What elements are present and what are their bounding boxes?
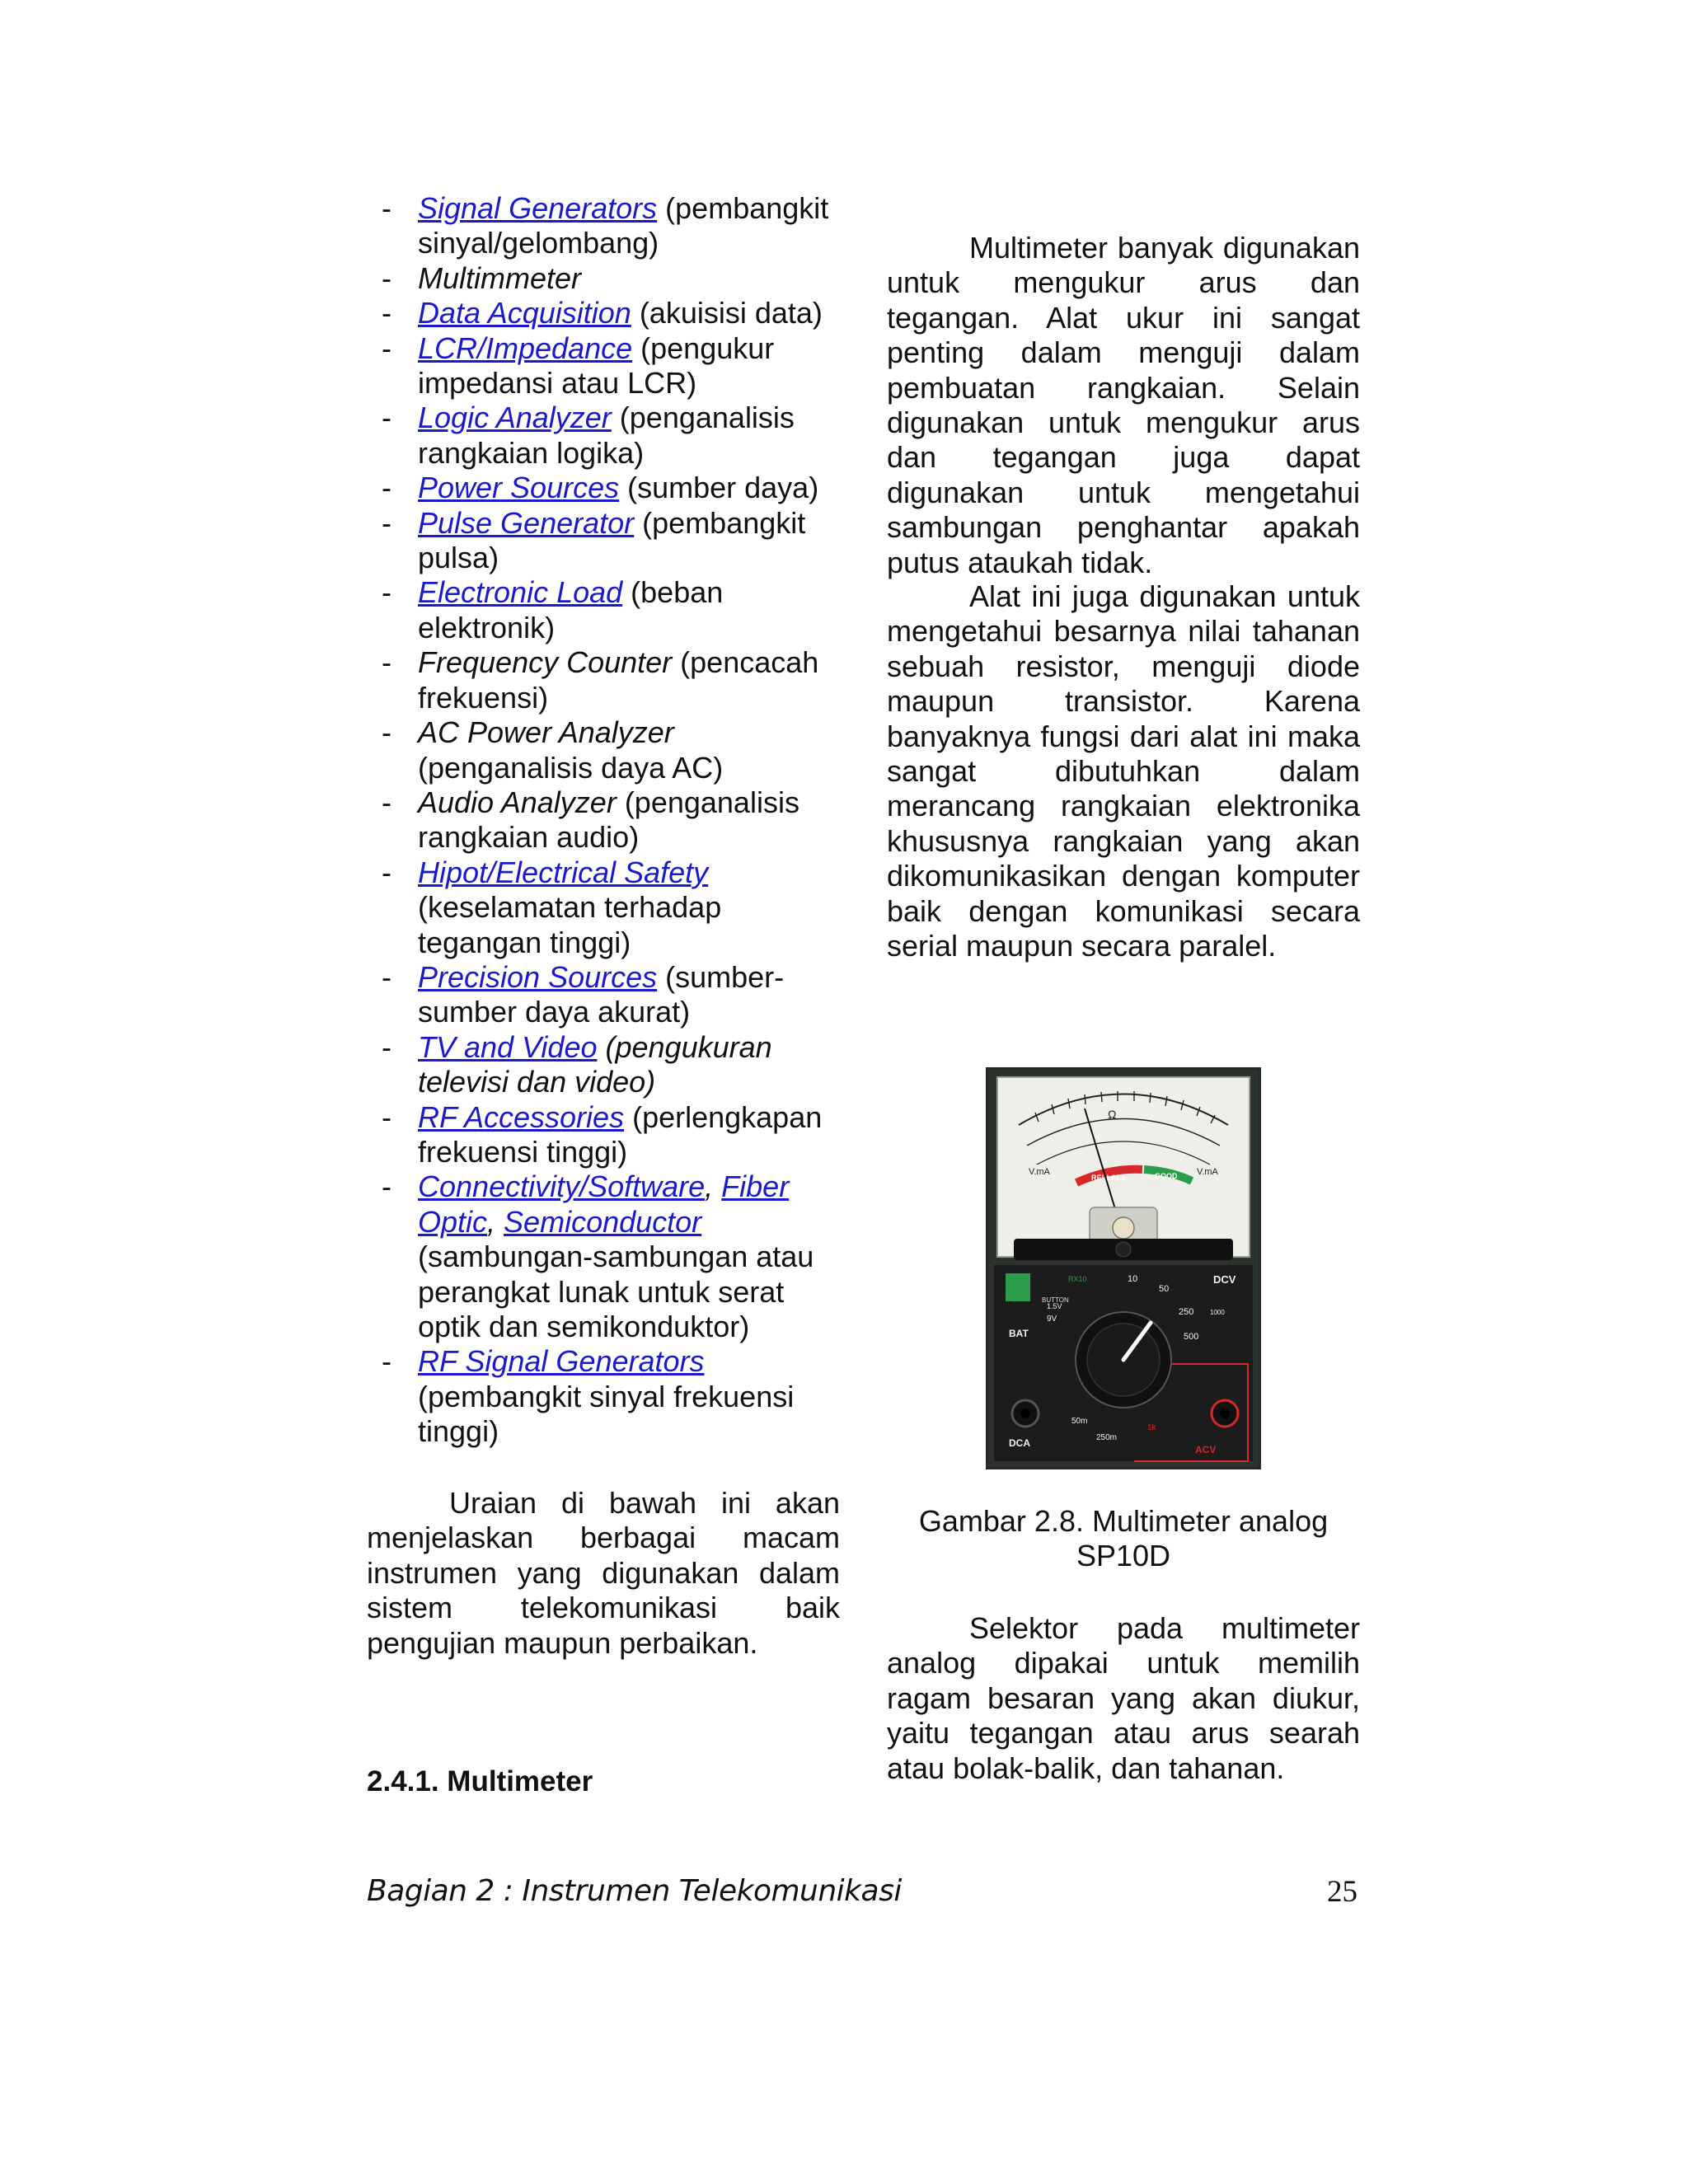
list-item: - Logic Analyzer (penganalisis rangkaian logika) bbox=[382, 401, 795, 470]
svg-text:GOOD: GOOD bbox=[1155, 1172, 1178, 1180]
instrument-list bbox=[367, 191, 845, 1450]
link-rf-accessories[interactable]: RF Accessories bbox=[418, 1099, 625, 1134]
list-item: - Multimmeter bbox=[382, 260, 582, 295]
svg-text:REPLACE: REPLACE bbox=[1091, 1174, 1128, 1182]
figure-caption: Gambar 2.8. Multimeter analog SP10D bbox=[918, 1504, 1329, 1573]
link-logic-analyzer[interactable]: Logic Analyzer bbox=[418, 401, 612, 435]
svg-text:1.5V: 1.5V bbox=[1047, 1302, 1062, 1310]
link-hipot-electrical-safety[interactable]: Hipot/Electrical Safety bbox=[418, 855, 709, 889]
link-connectivity-software[interactable]: Connectivity/Software bbox=[418, 1169, 706, 1204]
link-precision-sources[interactable]: Precision Sources bbox=[418, 959, 658, 994]
list-item: - Electronic Load (beban elektronik) bbox=[382, 575, 724, 644]
paragraph-multimeter-functions: Alat ini juga digunakan untuk mengetahui besarnya nilai tahanan sebuah resistor, menguji diode maupun transistor. Karena banyaknya fungsi dari alat ini maka sangat dibutuhkan dalam merancang rangkaian elektronika khususnya rangkaian yang akan dikomunikasikan dengan komputer baik dengan komunikasi secara serial maupun secara paralel. bbox=[887, 579, 1360, 963]
item-audio-analyzer: Audio Analyzer bbox=[418, 785, 617, 819]
svg-text:V.mA: V.mA bbox=[1197, 1167, 1218, 1177]
list-item: - Hipot/Electrical Safety (keselamatan terhadap tegangan tinggi) bbox=[382, 855, 722, 959]
paragraph-selector: Selektor pada multimeter analog dipakai untuk memilih ragam besaran yang akan diukur, yaitu tegangan atau arus searah atau bolak-balik, dan tahanan. bbox=[887, 1611, 1360, 1785]
list-item: - Precision Sources (sumber-sumber daya akurat) bbox=[382, 959, 785, 1029]
link-electronic-load[interactable]: Electronic Load bbox=[418, 575, 623, 610]
svg-text:V.mA: V.mA bbox=[1029, 1167, 1050, 1177]
svg-text:Ω: Ω bbox=[1108, 1108, 1117, 1121]
svg-text:10: 10 bbox=[1128, 1274, 1138, 1284]
svg-text:ACV: ACV bbox=[1195, 1444, 1217, 1455]
instrument-list-column bbox=[367, 191, 845, 1450]
paragraph-multimeter-usage: Multimeter banyak digunakan untuk mengukur arus dan tegangan. Alat ukur ini sangat penting dalam menguji dalam pembuatan rangkaian. Selain digunakan untuk mengukur arus dan tegangan juga dapat digunakan untuk mengetahui sambungan penghantar apakah putus ataukah tidak. bbox=[887, 231, 1360, 579]
item-frequency-counter: Frequency Counter bbox=[418, 645, 673, 680]
svg-text:500: 500 bbox=[1184, 1332, 1199, 1342]
svg-text:50: 50 bbox=[1159, 1284, 1170, 1294]
multimeter-illustration bbox=[986, 1067, 1261, 1469]
paragraph-intro: Uraian di bawah ini akan menjelaskan berbagai macam instrumen yang digunakan dalam sistem telekomunikasi baik pengujian maupun perbaikan. bbox=[367, 1486, 840, 1660]
link-power-sources[interactable]: Power Sources bbox=[418, 471, 620, 505]
list-item: - Signal Generators (pembangkit sinyal/gelombang) bbox=[382, 191, 829, 260]
item-ac-power-analyzer: AC Power Analyzer bbox=[418, 715, 674, 750]
list-item: - TV and Video (pengukuran televisi dan video) bbox=[382, 1029, 772, 1099]
list-item: - LCR/Impedance (pengukur impedansi atau LCR) bbox=[382, 330, 775, 401]
list-item: - Data Acquisition (akuisisi data) bbox=[382, 296, 823, 330]
link-fiber-optic[interactable]: Fiber Optic bbox=[418, 1169, 790, 1239]
list-item: - RF Signal Generators (pembangkit sinyal frekuensi tinggi) bbox=[382, 1344, 795, 1449]
list-item: - Pulse Generator (pembangkit pulsa) bbox=[382, 505, 806, 575]
link-semiconductor[interactable]: Semiconductor bbox=[504, 1204, 702, 1239]
svg-text:BUTTON: BUTTON bbox=[1042, 1296, 1069, 1304]
list-item: - Audio Analyzer (penganalisis rangkaian audio) bbox=[382, 785, 799, 855]
svg-text:1000: 1000 bbox=[1210, 1309, 1225, 1316]
footer-chapter-title: Bagian 2 : Instrumen Telekomunikasi bbox=[367, 1874, 902, 1908]
list-item: - Frequency Counter (pencacah frekuensi) bbox=[382, 645, 819, 715]
svg-text:DCV: DCV bbox=[1213, 1273, 1236, 1286]
page-number: 25 bbox=[1327, 1875, 1357, 1909]
link-rf-signal-generators[interactable]: RF Signal Generators bbox=[418, 1344, 705, 1379]
list-item: - Power Sources (sumber daya) bbox=[382, 471, 819, 505]
link-signal-generators[interactable]: Signal Generators bbox=[418, 191, 658, 225]
link-data-acquisition[interactable]: Data Acquisition bbox=[418, 296, 631, 330]
list-item: - AC Power Analyzer (penganalisis daya AC) bbox=[382, 715, 724, 785]
svg-text:BAT: BAT bbox=[1009, 1328, 1029, 1339]
svg-text:RX10: RX10 bbox=[1068, 1275, 1087, 1283]
svg-text:250m: 250m bbox=[1096, 1433, 1118, 1442]
link-lcr-impedance[interactable]: LCR/Impedance bbox=[418, 330, 633, 365]
brand-logo bbox=[1006, 1273, 1030, 1301]
link-tv-and-video[interactable]: TV and Video bbox=[418, 1029, 598, 1064]
svg-text:DCA: DCA bbox=[1009, 1437, 1030, 1449]
list-item: - Connectivity/Software, Fiber Optic, Semiconductor (sambungan-sambungan atau perangkat lunak untuk serat optik dan semikonduktor) bbox=[382, 1169, 814, 1343]
svg-text:250: 250 bbox=[1179, 1307, 1194, 1317]
list-item: - RF Accessories (perlengkapan frekuensi tinggi) bbox=[382, 1099, 823, 1169]
svg-text:9V: 9V bbox=[1047, 1315, 1057, 1324]
link-pulse-generator[interactable]: Pulse Generator bbox=[418, 505, 635, 540]
item-multimeter: Multimmeter bbox=[418, 260, 582, 295]
svg-text:1k: 1k bbox=[1147, 1423, 1156, 1432]
multimeter-photo bbox=[986, 1067, 1261, 1469]
section-heading: 2.4.1. Multimeter bbox=[367, 1765, 593, 1797]
svg-text:50m: 50m bbox=[1071, 1417, 1088, 1426]
